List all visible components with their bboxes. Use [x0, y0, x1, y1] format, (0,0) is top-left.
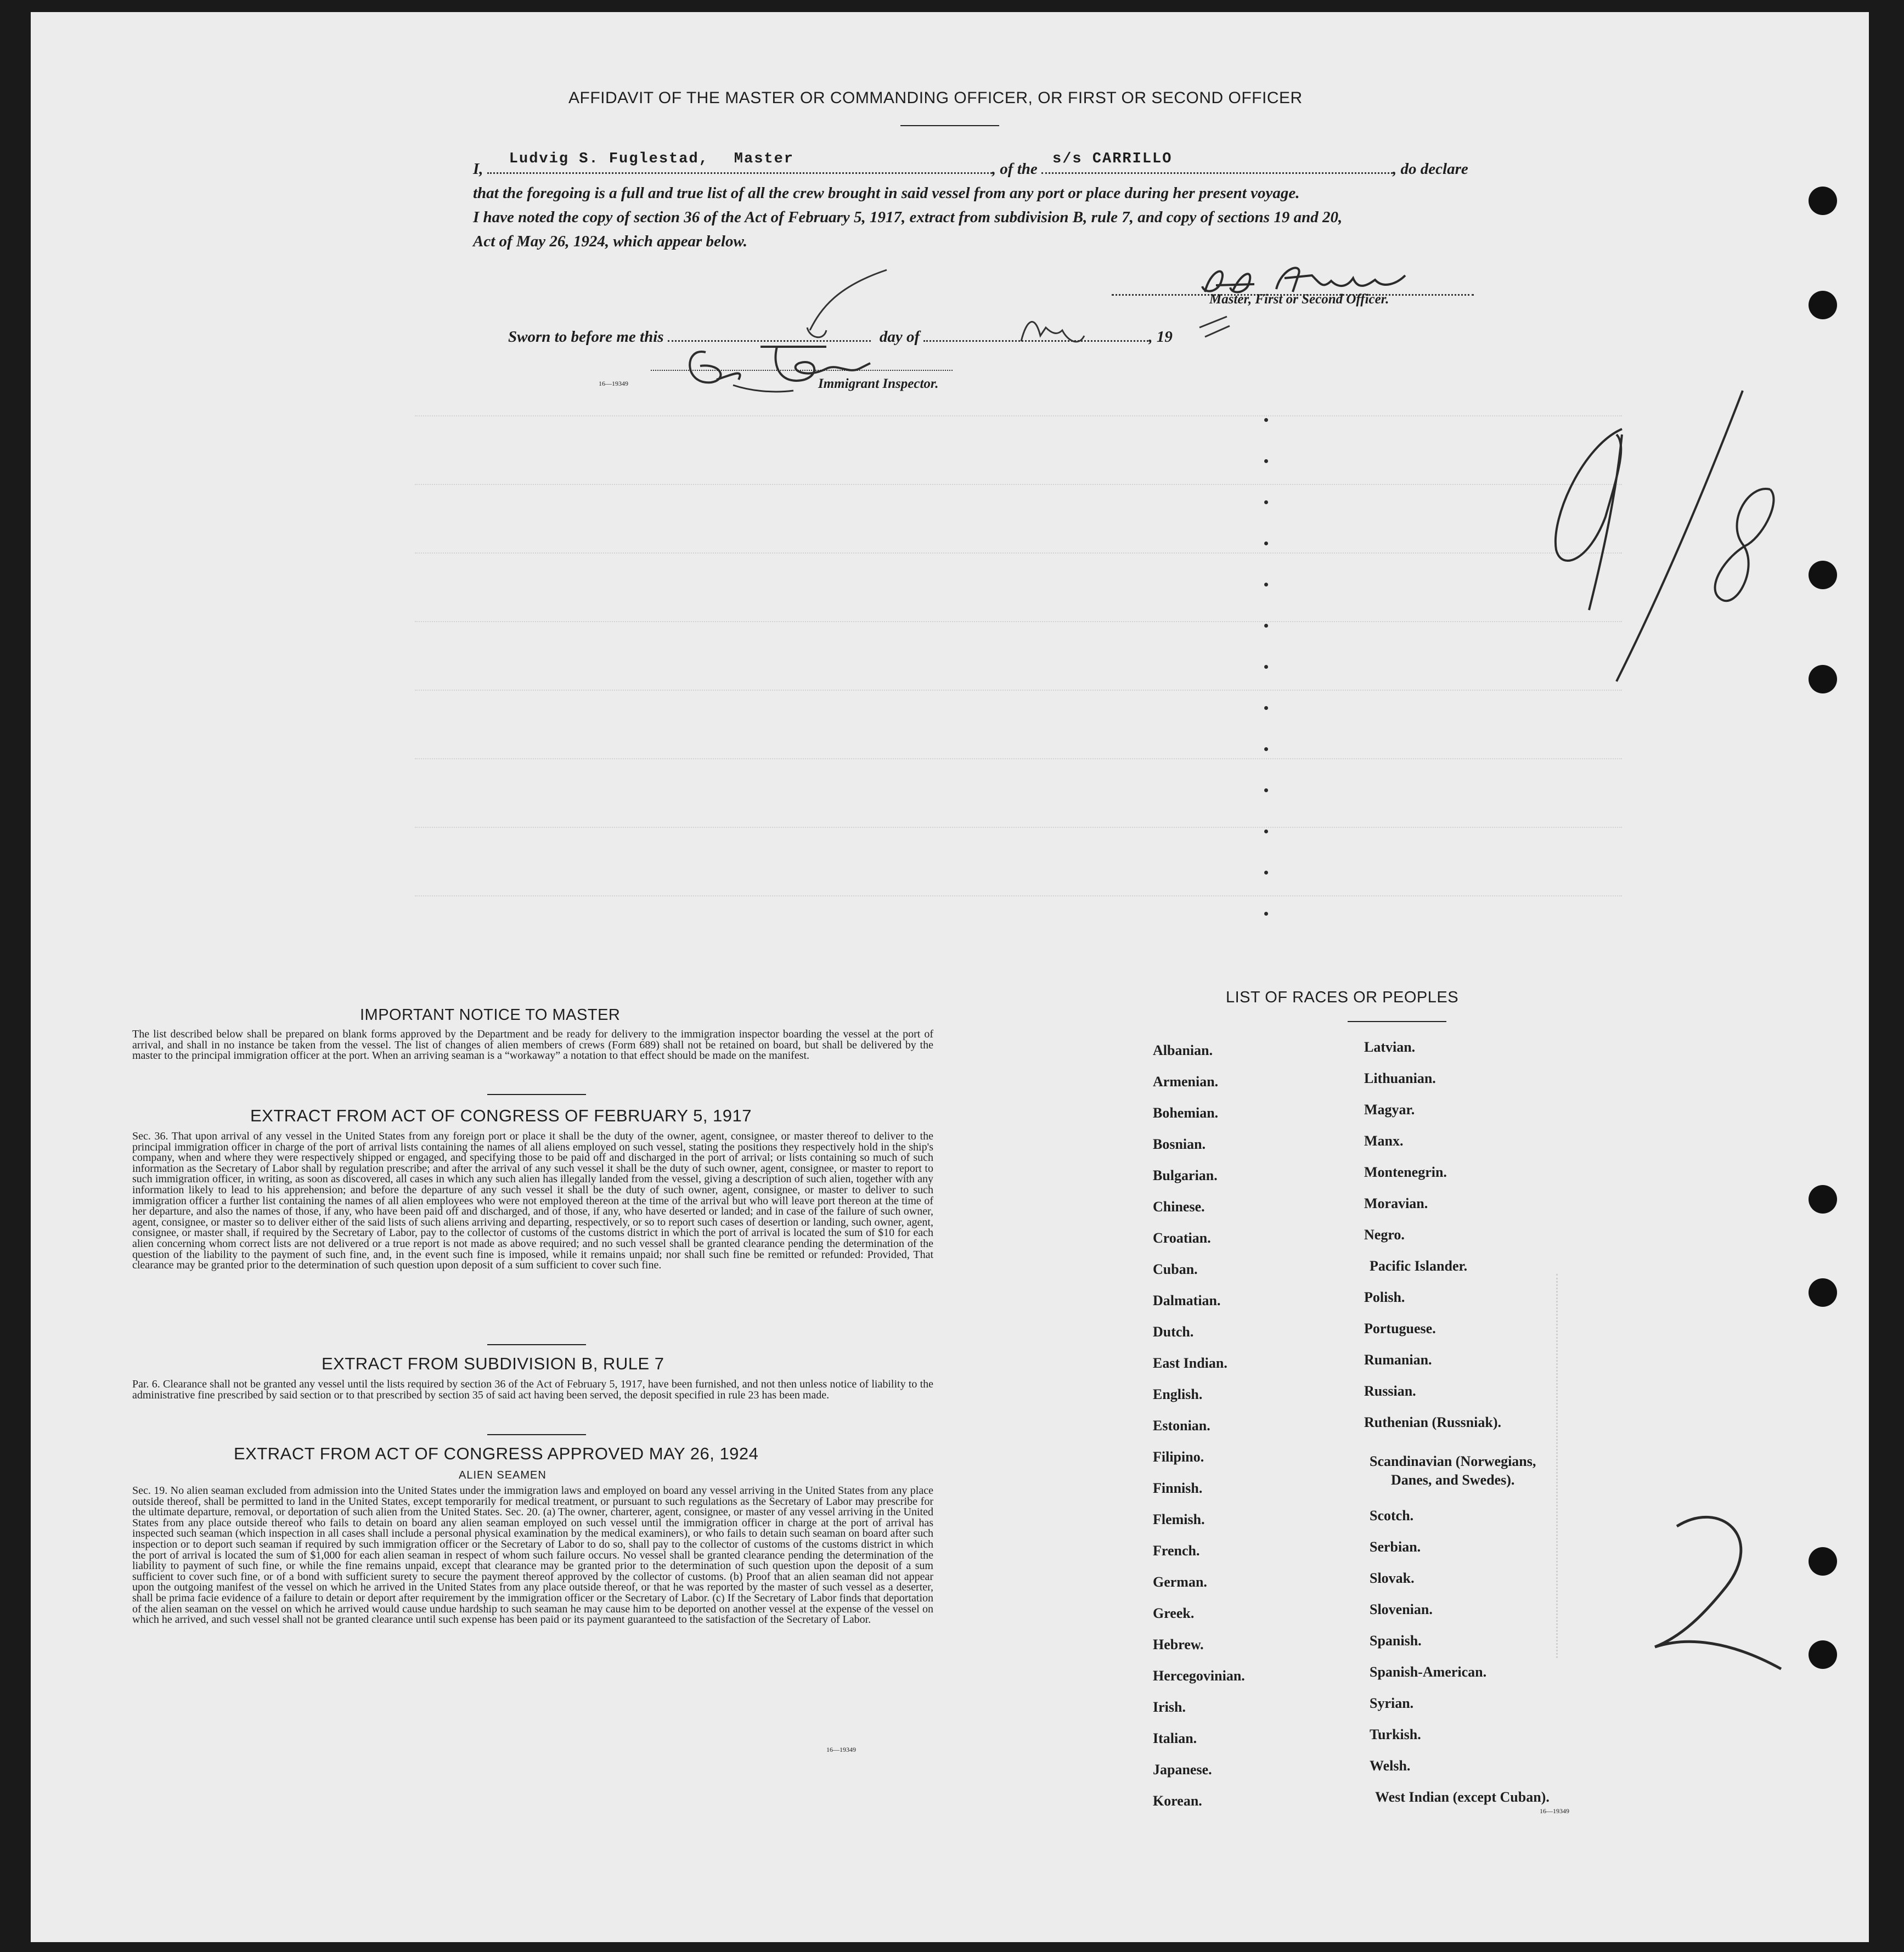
ghost-text	[415, 552, 1622, 554]
race-left: Bulgarian.	[1153, 1167, 1218, 1183]
race-left: Filipino.	[1153, 1449, 1204, 1465]
race-right: Pacific Islander.	[1370, 1258, 1468, 1274]
race-left: Irish.	[1153, 1699, 1186, 1715]
punch-hole	[1809, 291, 1837, 319]
master-rank: Master	[734, 151, 795, 167]
race-left: English.	[1153, 1386, 1203, 1402]
form-number-right: 16—19349	[1540, 1807, 1569, 1815]
master-signature-caption: Master, First or Second Officer.	[1209, 292, 1389, 307]
fold-mark	[1264, 459, 1268, 463]
race-right: Negro.	[1364, 1227, 1405, 1243]
races-divider	[1348, 1021, 1446, 1022]
extract-1924-body: Sec. 19. No alien seaman excluded from admission into the United States under the immigration laws and employed on board any vessel arriving in the United States from any place outside thereof, shall be permitted to land in the United States, except temporarily for medical treatment, or pursuant to such regulations as the Secretary of Labor may prescribe for the ultimate departure, removal, or deportation of such alien from the United States. Sec. 20. (a) The owner, charterer, agent, consignee, or master of any vessel arriving in the United States from any place outside thereof who fails to detain on board any alien seaman employed on such vessel until the immigration officer in charge at the port of arrival has inspected such seaman (which inspection in all cases shall include a personal physical examination by the medical examiners), or who fails to detain such seaman on board after such inspection or to deport such seaman if required by such immigration officer or the Secretary of Labor to do so, shall pay to the collector of customs of the customs district in which the port of arrival is located the sum of $1,000 for each alien seaman in respect of whom such failure occurs. No vessel shall be granted clearance pending the determination of the liability to payment of such fine, or while the fine remains unpaid, except that clearance may be granted prior to the determination of such question upon the deposit of a sum sufficient to cover such fine, or of a bond with sufficient surety to secure the payment thereof approved by the collector of customs. (b) Proof that an alien seaman did not appear upon the outgoing manifest of the vessel on which he arrived in the United States from any place outside thereof, or that he was reported by the master of such vessel as a deserter, shall be prima facie evidence of a failure to detain or deport after requirement by the immigration officer or the Secretary of Labor. (c) If the Secretary of Labor finds that deportation of the alien seaman on the vessel on which he arrived would cause undue hardship to such seaman he may cause him to be deported on another vessel at the expense of the vessel on which he arrived, and such vessel shall not be granted clearance until such expense has been paid or its payment guaranteed to the satisfaction of the Secretary of Labor.	[132, 1485, 933, 1626]
declaration-line-2: that the foregoing is a full and true list of all the crew brought in said vessel from any port or place during her present voyage.	[473, 184, 1300, 202]
extract-1924-title: EXTRACT FROM ACT OF CONGRESS APPROVED MAY 26, 1924	[234, 1444, 759, 1463]
race-left: French.	[1153, 1543, 1200, 1559]
race-right: Ruthenian (Russniak).	[1364, 1414, 1501, 1430]
fold-mark	[1264, 541, 1268, 545]
fold-mark	[1264, 747, 1268, 751]
ghost-text	[415, 415, 1622, 417]
race-right: Latvian.	[1364, 1039, 1416, 1055]
race-left: Dalmatian.	[1153, 1293, 1221, 1308]
punch-hole	[1809, 187, 1837, 215]
race-left: Albanian.	[1153, 1042, 1213, 1058]
race-left: Dutch.	[1153, 1324, 1194, 1340]
affidavit-title: AFFIDAVIT OF THE MASTER OR COMMANDING OFFICER, OR FIRST OR SECOND OFFICER	[568, 89, 1303, 107]
race-left: German.	[1153, 1574, 1207, 1590]
race-left: Greek.	[1153, 1605, 1195, 1621]
race-right: Serbian.	[1370, 1539, 1421, 1555]
race-right: Manx.	[1364, 1133, 1404, 1149]
vessel-name: s/s CARRILLO	[1052, 151, 1173, 167]
race-right: Montenegrin.	[1364, 1164, 1447, 1180]
race-right: Portuguese.	[1364, 1321, 1436, 1336]
race-left: Cuban.	[1153, 1261, 1198, 1277]
declaration-line-3: I have noted the copy of section 36 of the Act of February 5, 1917, extract from subdivision B, rule 7, and copy of sections 19 and 20,	[473, 208, 1343, 226]
ghost-text	[415, 827, 1622, 828]
document-page	[31, 12, 1869, 1942]
punch-hole	[1809, 1278, 1837, 1307]
fold-mark	[1264, 788, 1268, 792]
race-left: East Indian.	[1153, 1355, 1227, 1371]
ghost-text	[415, 690, 1622, 691]
fold-mark	[1264, 706, 1268, 710]
notice-title: IMPORTANT NOTICE TO MASTER	[360, 1006, 621, 1024]
race-left: Bohemian.	[1153, 1105, 1219, 1121]
race-left: Flemish.	[1153, 1511, 1205, 1527]
race-left: Finnish.	[1153, 1480, 1203, 1496]
fold-mark	[1264, 871, 1268, 875]
race-left: Japanese.	[1153, 1762, 1212, 1778]
race-right: West Indian (except Cuban).	[1375, 1789, 1550, 1805]
fold-mark	[1264, 912, 1268, 916]
race-right: Slovak.	[1370, 1570, 1415, 1586]
day-of-label: day of	[879, 328, 920, 346]
race-right: Welsh.	[1370, 1758, 1411, 1774]
fold-mark	[1264, 583, 1268, 586]
race-left: Croatian.	[1153, 1230, 1211, 1246]
extract-rule7-title: EXTRACT FROM SUBDIVISION B, RULE 7	[322, 1354, 664, 1373]
extract-1917-title: EXTRACT FROM ACT OF CONGRESS OF FEBRUARY 5, 1917	[250, 1106, 752, 1125]
year-prefix: , 19	[1148, 328, 1173, 346]
extract-1917-divider	[487, 1344, 586, 1345]
race-right: Turkish.	[1370, 1727, 1421, 1742]
punch-hole	[1809, 1185, 1837, 1214]
race-right: Polish.	[1364, 1289, 1405, 1305]
race-left: Estonian.	[1153, 1418, 1210, 1434]
race-left: Italian.	[1153, 1730, 1197, 1746]
inspector-caption: Immigrant Inspector.	[818, 376, 939, 391]
race-right: Spanish.	[1370, 1633, 1422, 1649]
race-left: Chinese.	[1153, 1199, 1205, 1215]
form-number-left: 16—19349	[826, 1746, 856, 1753]
race-right: Scandinavian (Norwegians, Danes, and Swedes).	[1370, 1453, 1536, 1488]
race-right: Rumanian.	[1364, 1352, 1432, 1368]
fold-mark	[1264, 665, 1268, 669]
race-right: Spanish-American.	[1370, 1664, 1487, 1680]
ghost-text	[415, 484, 1622, 486]
punch-hole	[1809, 1547, 1837, 1576]
race-left: Hercegovinian.	[1153, 1668, 1245, 1684]
race-left: Hebrew.	[1153, 1637, 1204, 1652]
extract-rule7-body: Par. 6. Clearance shall not be granted any vessel until the lists required by section 36 of the Act of February 5, 1917, have been furnished, and not then unless notice of liability to the administrative fine prescribed by said section or to that prescribed by section 35 of said act having been served, the deposit specified in rule 23 has been made.	[132, 1378, 933, 1401]
race-left: Bosnian.	[1153, 1136, 1206, 1152]
race-right: Slovenian.	[1370, 1601, 1433, 1617]
notice-body: The list described below shall be prepared on blank forms approved by the Department and be ready for delivery to the immigration inspector boarding the vessel at the port of arrival, and shall in no instance be taken from the vessel. The list of changes of alien members of crews (Form 689) shall not be retained on board, but shall be delivered by the master to the principal immigration officer at the port. When an arriving seaman is a “workaway” a notation to that effect should be made on the manifest.	[132, 1028, 933, 1062]
race-right: Scotch.	[1370, 1508, 1414, 1524]
ghost-text	[415, 895, 1622, 897]
fold-mark	[1264, 624, 1268, 628]
race-right: Russian.	[1364, 1383, 1416, 1399]
fold-mark	[1264, 830, 1268, 833]
race-right: Syrian.	[1370, 1695, 1414, 1711]
race-left: Armenian.	[1153, 1074, 1219, 1090]
of-the-label: , of the	[992, 160, 1038, 178]
fold-mark	[1264, 418, 1268, 422]
ghost-text	[415, 621, 1622, 623]
ghost-text	[415, 758, 1622, 760]
declaration-prefix: I,	[473, 160, 483, 178]
extract-1924-subtitle: ALIEN SEAMEN	[459, 1469, 547, 1481]
handwritten-number-annotation	[1622, 1504, 1798, 1680]
fold-mark	[1264, 500, 1268, 504]
race-right: Lithuanian.	[1364, 1070, 1436, 1086]
extract-1917-body: Sec. 36. That upon arrival of any vessel in the United States from any foreign port or place it shall be the duty of the owner, agent, consignee, or master thereof to deliver to the principal immigration officer in charge of the port of arrival lists containing the names of all aliens employed on such vessel, stating the positions they respectively hold in the ship's company, when and where they were respectively shipped or engaged, and specifying those to be paid off and discharged in the port of arrival; or lists containing so much of such information as the Secretary of Labor shall by regulation prescribe; and after the arrival of any such vessel it shall be the duty of such owner, agent, consignee, or master to report to such immigration officer, in writing, as soon as discovered, all cases in which any such alien has illegally landed from the vessel, giving a description of such alien, together with any information likely to lead to his apprehension; and before the departure of any such vessel it shall be the duty of such owner, agent, consignee, or master to deliver to such immigration officer a further list containing the names of all alien employees who were not employed thereon at the time of the arrival but who will leave port thereon at the time of her departure, and also the names of those, if any, who have been paid off and discharged, and of those, if any, who have deserted or landed; and in case of the failure of such owner, agent, consignee, or master so to deliver either of the said lists of such aliens arriving and departing, respectively, or so to report such cases of desertion or landing, such owner, agent, consignee, or master shall, if required by the Secretary of Labor, pay to the collector of customs of the customs district in which the port of arrival is located the sum of $10 for each alien concerning whom correct lists are not delivered or a true report is not made as above required; and no such vessel shall be granted clearance pending the determination of the question of the liability to the payment of such fine, and, in the event such fine is imposed, while it remains unpaid; nor shall such fine be remitted or refunded: Provided, That clearance may be granted prior to the determination of such question upon deposit of a sum sufficient to cover such fine.	[132, 1130, 933, 1272]
sworn-prefix: Sworn to before me this	[508, 328, 664, 346]
punch-hole	[1809, 1640, 1837, 1669]
declaration-line-1	[473, 151, 1468, 181]
handwritten-date-annotation	[1507, 380, 1836, 709]
form-number-top: 16—19349	[599, 380, 628, 387]
race-right: Magyar.	[1364, 1102, 1415, 1118]
master-name: Ludvig S. Fuglestad,	[509, 151, 709, 167]
races-title: LIST OF RACES OR PEOPLES	[1226, 989, 1459, 1006]
notice-divider	[487, 1094, 586, 1095]
race-left: Korean.	[1153, 1793, 1202, 1809]
race-right: Moravian.	[1364, 1195, 1428, 1211]
declaration-line-4: Act of May 26, 1924, which appear below.	[473, 233, 747, 250]
extract-rule7-divider	[487, 1434, 586, 1435]
do-declare-label: , do declare	[1393, 160, 1468, 178]
title-divider	[900, 125, 999, 126]
